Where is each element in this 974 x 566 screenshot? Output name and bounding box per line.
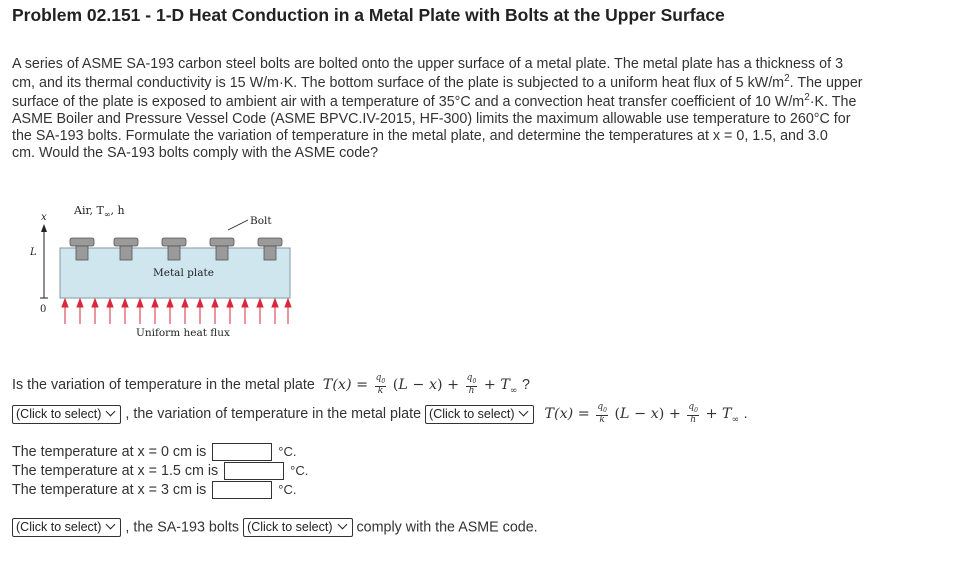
verb-select[interactable]: (Click to select) [425, 405, 534, 424]
temp-row-0 [12, 443, 296, 461]
statement-line: the SA-193 bolts. Formulate the variation of temperature in the metal plate, and determine the temperatures at x = 0, 1.5, and 3.0 [12, 128, 828, 144]
plate-label: Metal plate [153, 267, 214, 279]
answer-text: comply with the ASME code. [356, 519, 538, 536]
answer-text: , the variation of temperature in the metal plate [125, 405, 422, 422]
yes-no-select[interactable]: (Click to select) [12, 405, 121, 424]
L-label: L [30, 247, 37, 258]
unit-label: °C. [290, 462, 309, 478]
temp-label: The temperature at x = 1.5 cm is [12, 462, 219, 479]
statement-line: surface of the plate is exposed to ambient air with a temperature of 35°C and a convection heat transfer coefficient of 10 $W/m^2\cdot K$. The [12, 92, 857, 110]
bolt-shank [120, 246, 132, 260]
temp-row-15 [12, 462, 308, 480]
bolt-leader-line [228, 220, 248, 230]
temp-row-3 [12, 481, 296, 499]
temperature-equation: T(x) = $\frac{q_0}{k}$ (L − x) + $\frac{q_0}{h}$ + $T_\infty$ [544, 402, 740, 425]
temp-x15-input[interactable] [224, 462, 284, 480]
chevron-down-icon [519, 406, 529, 416]
comply-select[interactable]: (Click to select) [243, 518, 352, 537]
statement-line: A series of ASME SA-193 carbon steel bolts are bolted onto the upper surface of a metal plate. The metal plate has a thickness of 3 [12, 56, 844, 72]
temperature-equation: T(x) = $\frac{q_0}{k}$ (L − x) + $\frac{q_0}{h}$ + $T_\infty$ [322, 373, 518, 396]
answer-line-variation: (Click to select) , the variation of temperature in the metal plate (Click to select) T(x) = $\frac{q_0}{k}$ (L − x) + $\frac{q_0}{h}$ + $T_\infty$ . [12, 403, 748, 425]
flux-label: Uniform heat flux [136, 327, 230, 339]
bolt-shank [264, 246, 276, 260]
chevron-down-icon [106, 406, 116, 416]
air-label: Air, $T_\infty$, h [74, 204, 125, 219]
yes-no-select[interactable]: (Click to select) [12, 518, 121, 537]
plate-diagram [30, 200, 310, 345]
temp-label: The temperature at x = 0 cm is [12, 443, 207, 460]
bolt-head [114, 238, 138, 246]
zero-label: 0 [40, 304, 47, 315]
bolt-head [162, 238, 186, 246]
temp-x0-input[interactable] [212, 443, 272, 461]
statement-line: ASME Boiler and Pressure Vessel Code (ASME BPVC.IV-2015, HF-300) limits the maximum allowable use temperature to 260°C for [12, 111, 851, 127]
temp-x3-input[interactable] [212, 481, 272, 499]
x-axis-arrow-icon [41, 224, 47, 232]
question-text: Is the variation of temperature in the metal plate [12, 376, 315, 393]
bolt-head [70, 238, 94, 246]
answer-text: , the SA-193 bolts [125, 519, 240, 536]
bolt-head [258, 238, 282, 246]
problem-title: Problem 02.151 - 1-D Heat Conduction in a Metal Plate with Bolts at the Upper Surface [12, 5, 725, 25]
bolt-head [210, 238, 234, 246]
unit-label: °C. [278, 481, 297, 497]
bolt-shank [168, 246, 180, 260]
chevron-down-icon [106, 520, 116, 530]
question-equation-line [12, 374, 530, 396]
heat-flux-arrows [62, 299, 291, 324]
x-axis-label: x [41, 212, 47, 223]
statement-line: cm. Would the SA-193 bolts comply with the ASME code? [12, 145, 379, 161]
answer-line-compliance [12, 518, 538, 537]
bolt-label: Bolt [250, 215, 272, 227]
statement-line: cm, and its thermal conductivity is 15 W/m·K. The bottom surface of the plate is subjected to a uniform heat flux of 5 $kW/m^2$. The upper [12, 73, 863, 91]
question-mark: ? [521, 376, 530, 393]
problem-statement [12, 55, 957, 163]
bolt-shank [216, 246, 228, 260]
temp-label: The temperature at x = 3 cm is [12, 481, 207, 498]
bolt-shank [76, 246, 88, 260]
unit-label: °C. [278, 443, 297, 459]
chevron-down-icon [337, 520, 347, 530]
